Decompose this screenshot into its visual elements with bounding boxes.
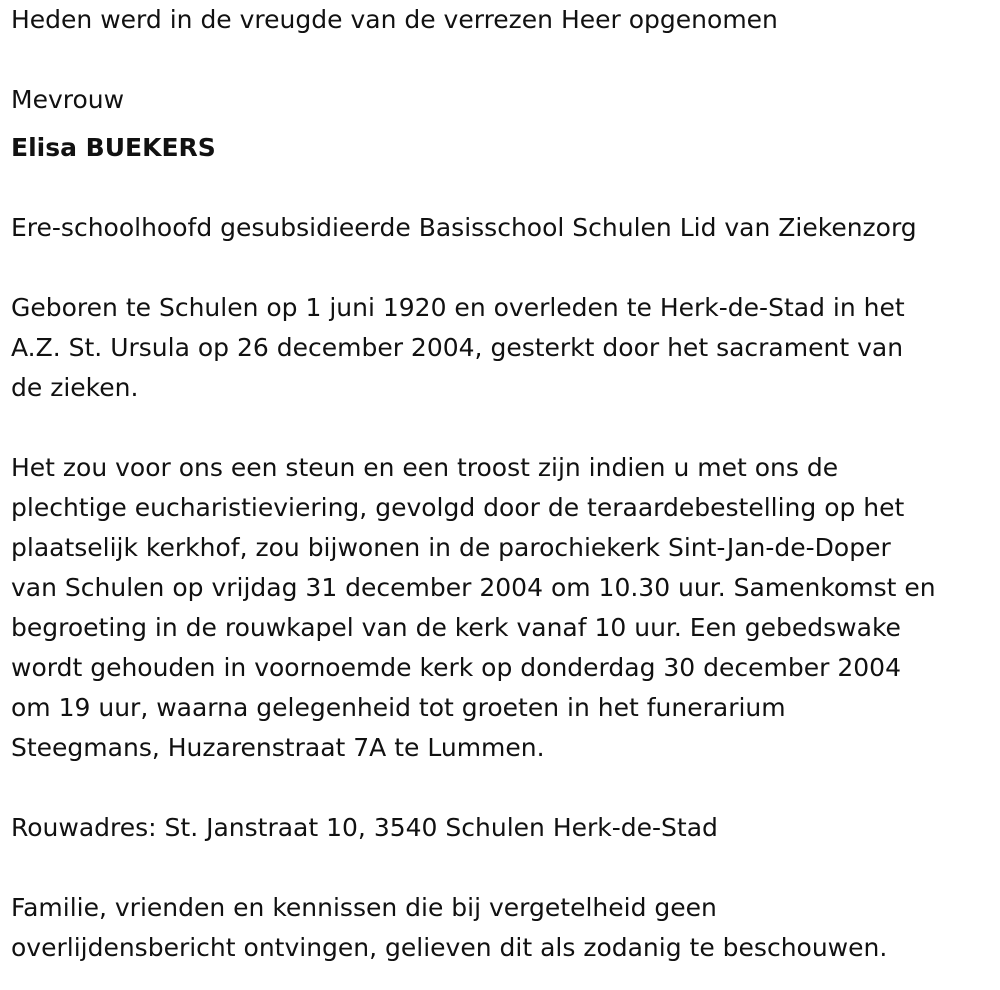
spacer — [11, 248, 991, 288]
spacer — [11, 768, 991, 808]
paragraph-line: van Schulen op vrijdag 31 december 2004 om 10.30 uur. Samenkomst en — [11, 573, 936, 602]
paragraph-line: de zieken. — [11, 373, 139, 402]
closing-paragraph — [11, 888, 991, 968]
paragraph-line: plaatselijk kerkhof, zou bijwonen in de parochiekerk Sint-Jan-de-Doper — [11, 533, 891, 562]
paragraph-line: Het zou voor ons een steun en een troost zijn indien u met ons de — [11, 453, 839, 482]
paragraph-line: Geboren te Schulen op 1 juni 1920 en overleden te Herk-de-Stad in het — [11, 293, 905, 322]
deceased-title: Ere-schoolhoofd gesubsidieerde Basisschool Schulen Lid van Ziekenzorg — [11, 213, 917, 242]
salutation: Mevrouw — [11, 85, 125, 114]
mourning-address: Rouwadres: St. Janstraat 10, 3540 Schulen Herk-de-Stad — [11, 813, 718, 842]
funeral-notice — [11, 0, 991, 968]
paragraph-line: Steegmans, Huzarenstraat 7A te Lummen. — [11, 733, 545, 762]
ceremony-paragraph — [11, 448, 991, 768]
spacer — [11, 120, 991, 128]
paragraph-line: A.Z. St. Ursula op 26 december 2004, gesterkt door het sacrament van — [11, 333, 904, 362]
paragraph-line: Familie, vrienden en kennissen die bij vergetelheid geen — [11, 893, 717, 922]
paragraph-line: om 19 uur, waarna gelegenheid tot groeten in het funerarium — [11, 693, 786, 722]
birth-death-paragraph — [11, 288, 991, 408]
spacer — [11, 848, 991, 888]
spacer — [11, 408, 991, 448]
paragraph-line: overlijdensbericht ontvingen, gelieven dit als zodanig te beschouwen. — [11, 933, 888, 962]
paragraph-line: begroeting in de rouwkapel van de kerk vanaf 10 uur. Een gebedswake — [11, 613, 901, 642]
spacer — [11, 168, 991, 208]
intro-line: Heden werd in de vreugde van de verrezen Heer opgenomen — [11, 5, 778, 34]
deceased-name: Elisa BUEKERS — [11, 133, 216, 162]
paragraph-line: wordt gehouden in voornoemde kerk op donderdag 30 december 2004 — [11, 653, 901, 682]
paragraph-line: plechtige eucharistieviering, gevolgd door de teraardebestelling op het — [11, 493, 905, 522]
spacer — [11, 40, 991, 80]
